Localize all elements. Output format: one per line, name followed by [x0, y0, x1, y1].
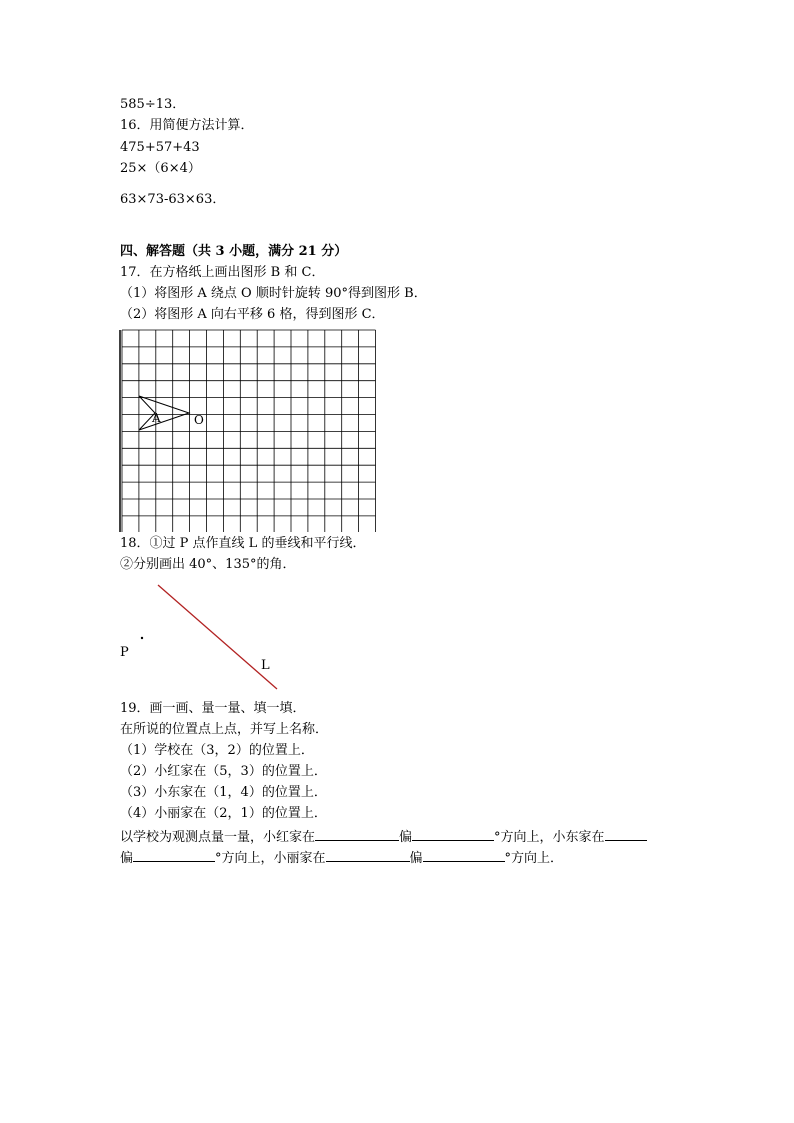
answer-blank-6[interactable] [423, 848, 505, 862]
expression-1: 475+57+43 [120, 140, 200, 155]
figure-a-shape [139, 396, 189, 430]
answer-blank-2[interactable] [412, 827, 494, 841]
question-19-item-2: （2）小红家在（5，3）的位置上． [120, 764, 327, 779]
point-p [141, 637, 143, 639]
figure-a-label: A [152, 411, 161, 425]
question-19-item-4: （4）小丽家在（2，1）的位置上． [120, 806, 327, 821]
question-19-item-1: （1）学校在（3，2）的位置上． [120, 743, 314, 758]
point-p-label: P [120, 645, 129, 660]
question-19-title: 19．画一画、量一量、填一填． [120, 701, 306, 716]
fill-in-line-1 [120, 827, 647, 846]
fill-text-c: °方向上，小东家在 [494, 830, 605, 845]
line-l-label: L [261, 658, 270, 673]
fill-in-line-2 [120, 848, 563, 867]
question-17-title: 17．在方格纸上画出图形 B 和 C． [120, 265, 325, 280]
question-18-part-2: ②分别画出 40°、135°的角． [120, 557, 296, 572]
section-4-heading: 四、解答题（共 3 小题，满分 21 分） [120, 244, 348, 259]
question-19-item-3: （3）小东家在（1，4）的位置上． [120, 785, 327, 800]
question-18-part-1: 18．①过 P 点作直线 L 的垂线和平行线． [120, 536, 366, 551]
answer-blank-5[interactable] [326, 848, 410, 862]
question-17-part-2: （2）将图形 A 向右平移 6 格，得到图形 C． [120, 307, 385, 322]
fill-text-g: °方向上． [504, 851, 564, 866]
problem-585-div-13: 585÷13． [120, 97, 186, 112]
answer-blank-1[interactable] [315, 827, 399, 841]
point-o-label: O [194, 413, 204, 427]
expression-3: 63×73-63×63． [120, 192, 226, 207]
line-l [158, 585, 277, 689]
fill-text-f: 偏 [409, 851, 423, 866]
fill-text-d: 偏 [120, 851, 134, 866]
line-l-figure [115, 580, 285, 695]
fill-text-e: °方向上，小丽家在 [215, 851, 326, 866]
fill-text-b: 偏 [399, 830, 413, 845]
question-16-title: 16．用简便方法计算． [120, 118, 254, 133]
question-19-intro: 在所说的位置点上点，并写上名称． [120, 722, 329, 737]
fill-text-a: 以学校为观测点量一量，小红家在 [120, 830, 316, 845]
answer-blank-4[interactable] [133, 848, 215, 862]
question-17-part-1: （1）将图形 A 绕点 O 顺时针旋转 90°得到图形 B． [120, 286, 427, 301]
answer-blank-3[interactable] [605, 827, 647, 841]
grid-figure [118, 328, 376, 532]
expression-2: 25×（6×4） [120, 161, 201, 176]
